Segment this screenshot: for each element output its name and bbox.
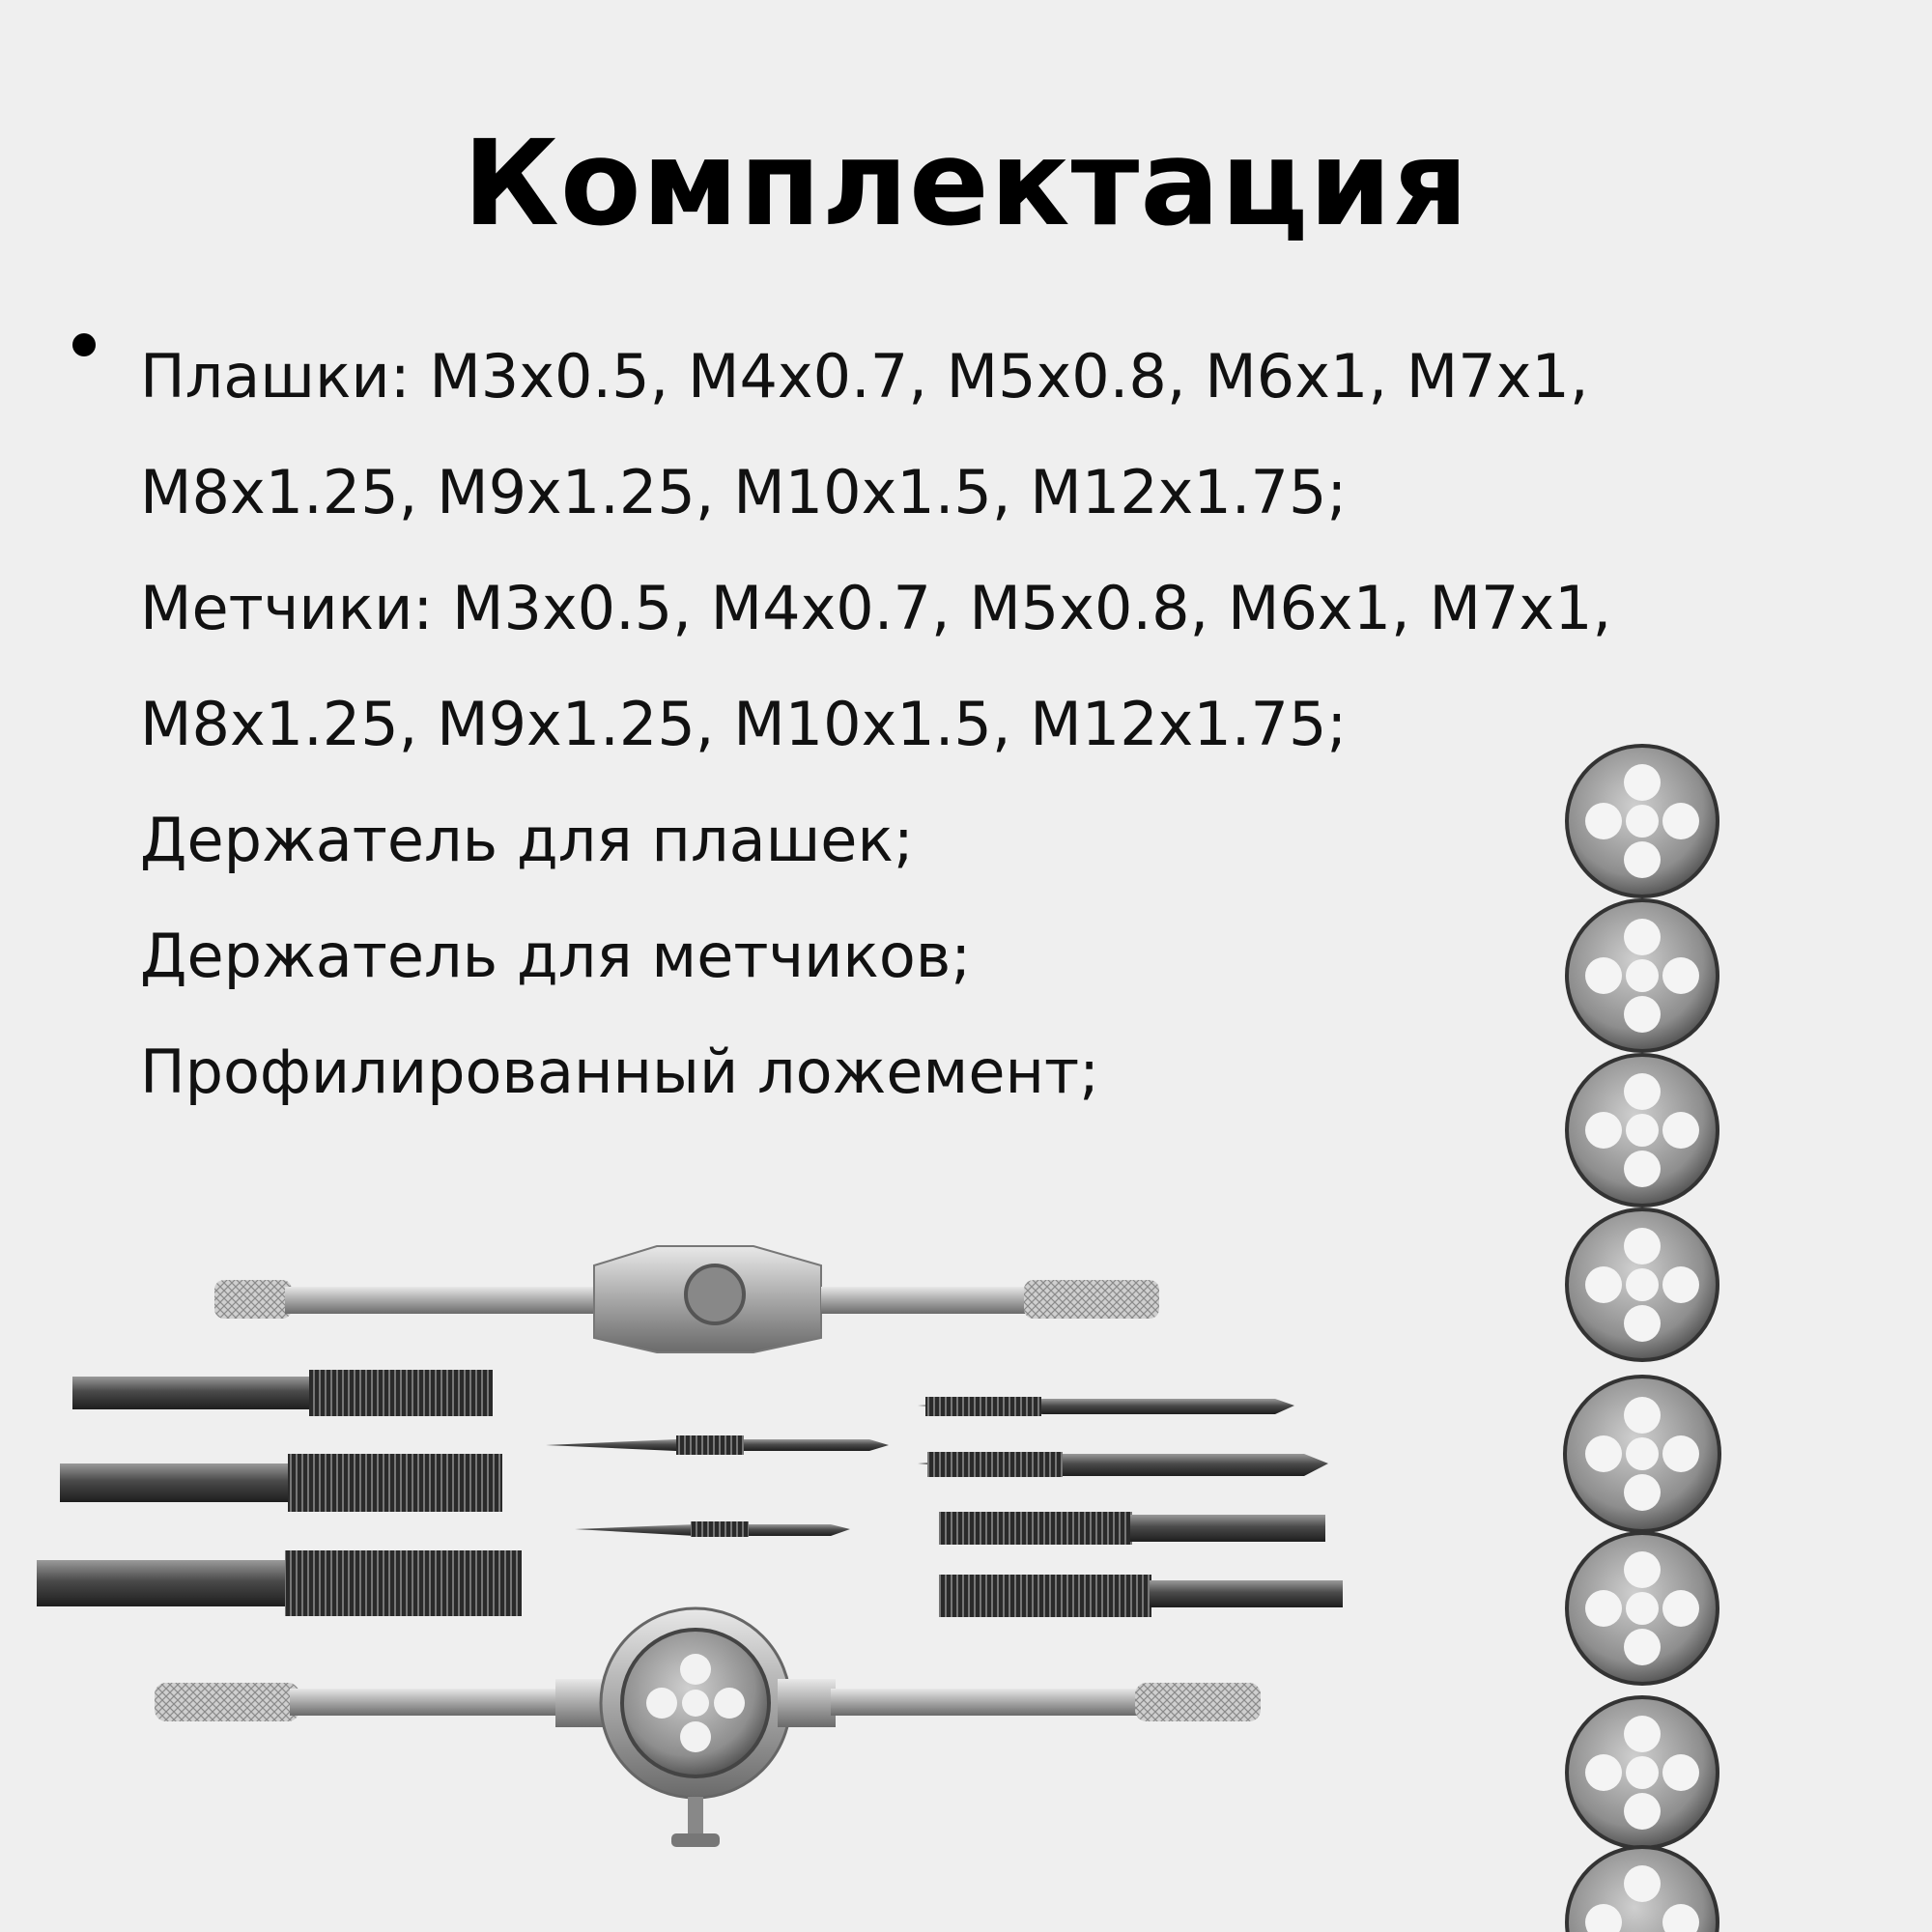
tray-item: Профилированный ложемент; <box>140 1037 1099 1107</box>
die-3 <box>1567 1055 1718 1206</box>
die-1 <box>1567 746 1718 896</box>
taps-line-2: M8x1.25, M9x1.25, M10x1.5, M12x1.75; <box>140 689 1348 759</box>
dies-line-1: Плашки: M3x0.5, M4x0.7, M5x0.8, M6x1, M7x1, <box>140 341 1589 412</box>
die-holder-item: Держатель для плашек; <box>140 805 914 875</box>
medium-taps <box>918 1397 1343 1617</box>
page-title: Комплектация <box>463 115 1469 252</box>
die-7 <box>1567 1697 1718 1848</box>
small-taps <box>546 1435 889 1537</box>
tap-wrench <box>214 1246 1159 1352</box>
taps-line-1: Метчики: M3x0.5, M4x0.7, M5x0.8, M6x1, M7x1, <box>140 573 1612 643</box>
dies-line-2: M8x1.25, M9x1.25, M10x1.5, M12x1.75; <box>140 457 1348 527</box>
die-6 <box>1567 1533 1718 1684</box>
die-stock <box>155 1608 1261 1847</box>
tap-holder-item: Держатель для метчиков; <box>140 921 972 991</box>
die-8 <box>1567 1847 1718 1932</box>
dies-column <box>1565 746 1719 1932</box>
die-5 <box>1565 1377 1719 1531</box>
large-taps <box>37 1370 522 1616</box>
die-2 <box>1567 900 1718 1051</box>
die-4 <box>1567 1209 1718 1360</box>
